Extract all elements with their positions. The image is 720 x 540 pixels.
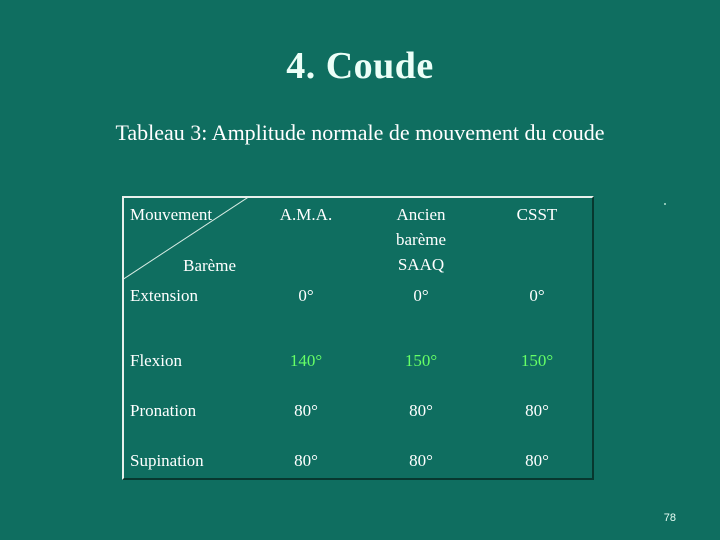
- column-header-ama-text: A.M.A.: [279, 205, 333, 224]
- row-label-extension: Extension: [130, 286, 198, 305]
- column-header-saaq-line3: SAAQ: [397, 255, 445, 274]
- cell-flexion-csst: 150°: [520, 351, 554, 370]
- page-number: 78: [663, 512, 676, 524]
- column-header-csst-text: CSST: [516, 205, 558, 224]
- cell-supination-ama: 80°: [294, 451, 318, 470]
- column-header-saaq-line1: Ancien: [396, 205, 446, 224]
- table-row: [122, 336, 594, 386]
- cell-extension-csst: 0°: [529, 286, 545, 305]
- cell-flexion-ama: 140°: [289, 351, 323, 370]
- cell-pronation-ama: 80°: [294, 401, 318, 420]
- table-row: [122, 436, 594, 486]
- column-header-saaq-line2: barème: [395, 230, 447, 249]
- table-row: [122, 286, 594, 336]
- table-caption: Tableau 3: Amplitude normale de mouvement du coude: [115, 120, 605, 145]
- cell-supination-saaq: 80°: [409, 451, 433, 470]
- cell-extension-ama: 0°: [298, 286, 314, 305]
- row-label-pronation: Pronation: [130, 401, 197, 420]
- corner-header-cell: [122, 196, 250, 286]
- cell-pronation-saaq: 80°: [409, 401, 433, 420]
- cell-pronation-csst: 80°: [525, 401, 549, 420]
- column-header-saaq: [362, 196, 480, 286]
- corner-label-movement: Mouvement: [130, 205, 213, 224]
- cell-extension-saaq: 0°: [413, 286, 429, 305]
- column-header-csst: [480, 196, 594, 286]
- cell-supination-csst: 80°: [525, 451, 549, 470]
- table-row: [122, 386, 594, 436]
- corner-label-scale: Barème: [183, 256, 236, 275]
- decorative-dot: [664, 203, 666, 205]
- range-of-motion-table: [122, 196, 594, 486]
- header-row: [122, 196, 594, 286]
- slide-title: 4. Coude: [286, 45, 434, 87]
- row-label-supination: Supination: [130, 451, 204, 470]
- cell-flexion-saaq: 150°: [404, 351, 438, 370]
- column-header-ama: [250, 196, 362, 286]
- row-label-flexion: Flexion: [130, 351, 182, 370]
